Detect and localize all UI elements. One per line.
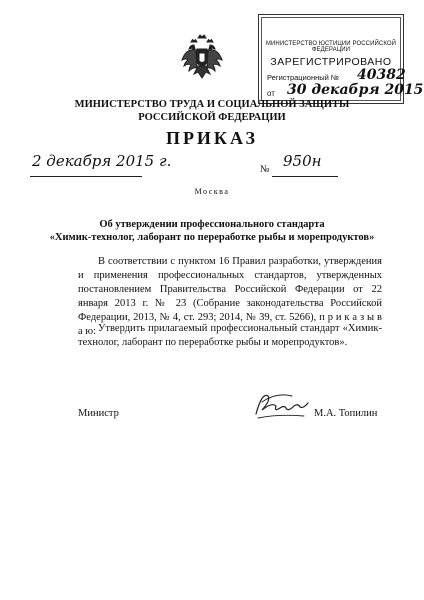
signer-name: М.А. Топилин [314, 408, 378, 419]
order-number: 950н [283, 152, 322, 170]
resolution-paragraph: Утвердить прилагаемый профессиональный стандарт «Химик-технолог, лаборант по переработке рыбы и морепродуктов». [78, 323, 382, 348]
ministry-name-line1: МИНИСТЕРСТВО ТРУДА И СОЦИАЛЬНОЙ ЗАЩИТЫ [74, 99, 350, 110]
ministry-name-line2: РОССИЙСКОЙ ФЕДЕРАЦИИ [138, 112, 286, 123]
handwritten-signature [252, 388, 310, 422]
stamp-registered: ЗАРЕГИСТРИРОВАНО [270, 56, 392, 68]
stamp-date-row [267, 82, 424, 98]
city: Москва [194, 187, 230, 196]
preamble-paragraph: В соответствии с пунктом 16 Правил разработки, утверждения и применения профессиональных стандартов, утвержденных постановлением Правительства Российской Федерации от 22 января 2013 г. № 23 (Собрание законодательства Российской Федерации, 2013, № 4, ст. 293; 2014, № 39, ст. 5266), п р и к а з ы в а ю: [78, 256, 382, 337]
stamp-number-label: Регистрационный № [267, 73, 339, 82]
double-headed-eagle-emblem-icon [180, 32, 224, 82]
stamp-ministry: МИНИСТЕРСТВО ЮСТИЦИИ РОССИЙСКОЙ ФЕДЕРАЦИИ [265, 41, 397, 53]
order-number-prefix: № [260, 164, 270, 175]
order-title: ПРИКАЗ [165, 128, 259, 148]
signer-title: Министр [78, 408, 119, 419]
subject-line2: «Химик-технолог, лаборант по переработке рыбы и морепродуктов» [49, 232, 375, 243]
stamp-number-value: 40382 [357, 67, 406, 83]
stamp-date-value: 30 декабря 2015 [287, 82, 424, 98]
stamp-number-row [267, 67, 406, 83]
order-date: 2 декабря 2015 г. [32, 152, 172, 170]
stamp-date-prefix: от [267, 89, 275, 98]
registration-stamp [258, 14, 424, 104]
subject-line1: Об утверждении профессионального стандарта [99, 219, 325, 230]
